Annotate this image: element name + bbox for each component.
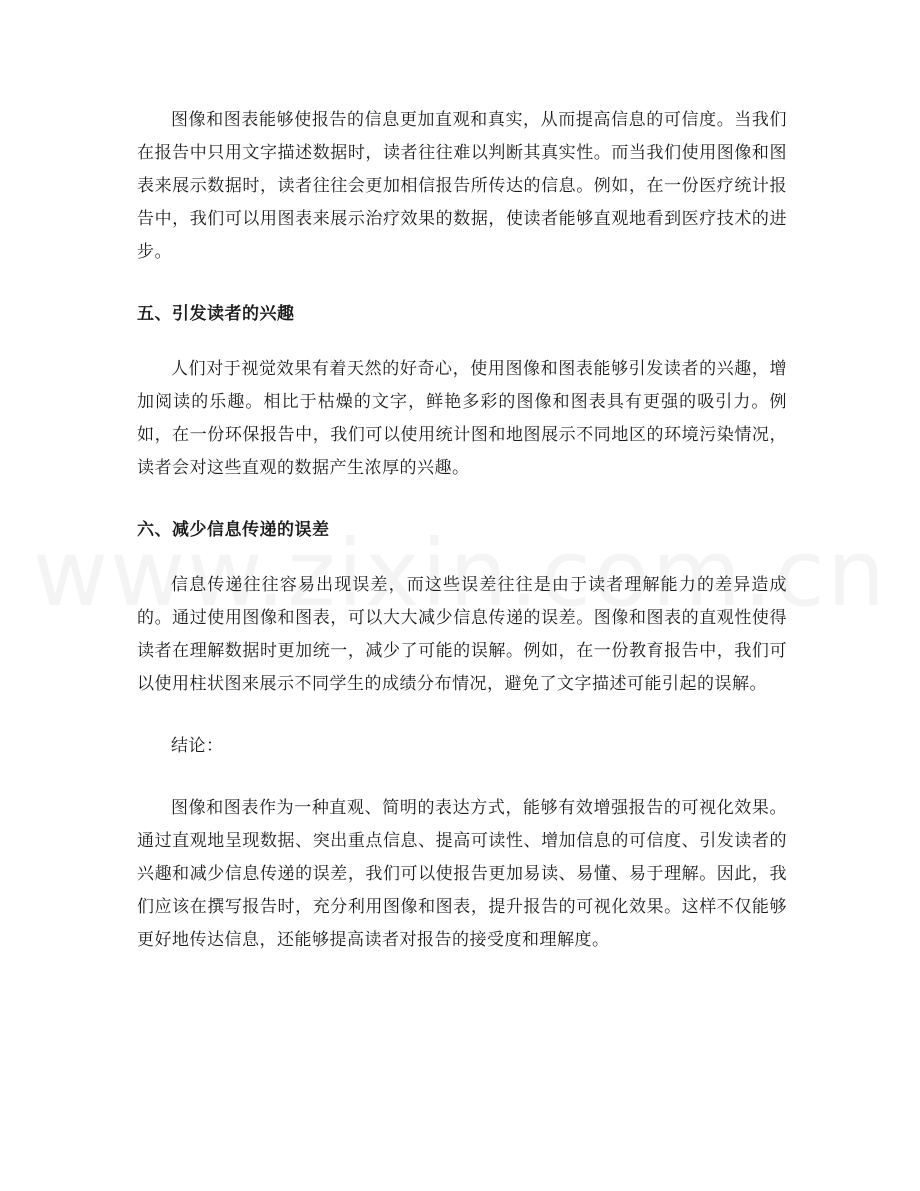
paragraph-interest: 人们对于视觉效果有着天然的好奇心，使用图像和图表能够引发读者的兴趣，增加阅读的乐趣。相比于枯燥的文字，鲜艳多彩的图像和图表具有更强的吸引力。例如，在一份环保报告中，我们可以使用统计图和地图展示不同地区的环境污染情况，读者会对这些直观的数据产生浓厚的兴趣。 — [137, 359, 787, 478]
section-heading-reduce-error: 六、减少信息传递的误差 — [137, 520, 330, 540]
paragraph-credibility: 图像和图表能够使报告的信息更加直观和真实，从而提高信息的可信度。当我们在报告中只用文字描述数据时，读者往往难以判断其真实性。而当我们使用图像和图表来展示数据时，读者往往会更加相信报告所传达的信息。例如，在一份医疗统计报告中，我们可以用图表来展示治疗效果的数据，使读者能够直观地看到医疗技术的进步。 — [137, 110, 787, 262]
paragraph-reduce-error: 信息传递往往容易出现误差，而这些误差往往是由于读者理解能力的差异造成的。通过使用图像和图表，可以大大减少信息传递的误差。图像和图表的直观性使得读者在理解数据时更加统一，减少了可能的误解。例如，在一份教育报告中，我们可以使用柱状图来展示不同学生的成绩分布情况，避免了文字描述可能引起的误解。 — [137, 575, 787, 694]
section-heading-interest: 五、引发读者的兴趣 — [137, 304, 295, 324]
paragraph-conclusion: 图像和图表作为一种直观、简明的表达方式，能够有效增强报告的可视化效果。通过直观地呈现数据、突出重点信息、提高可读性、增加信息的可信度、引发读者的兴趣和减少信息传递的误差，我们可以使报告更加易读、易懂、易于理解。因此，我们应该在撰写报告时，充分利用图像和图表，提升报告的可视化效果。这样不仅能够更好地传达信息，还能够提高读者对报告的接受度和理解度。 — [137, 798, 787, 950]
conclusion-label: 结论： — [171, 736, 224, 756]
document-body — [137, 104, 787, 957]
